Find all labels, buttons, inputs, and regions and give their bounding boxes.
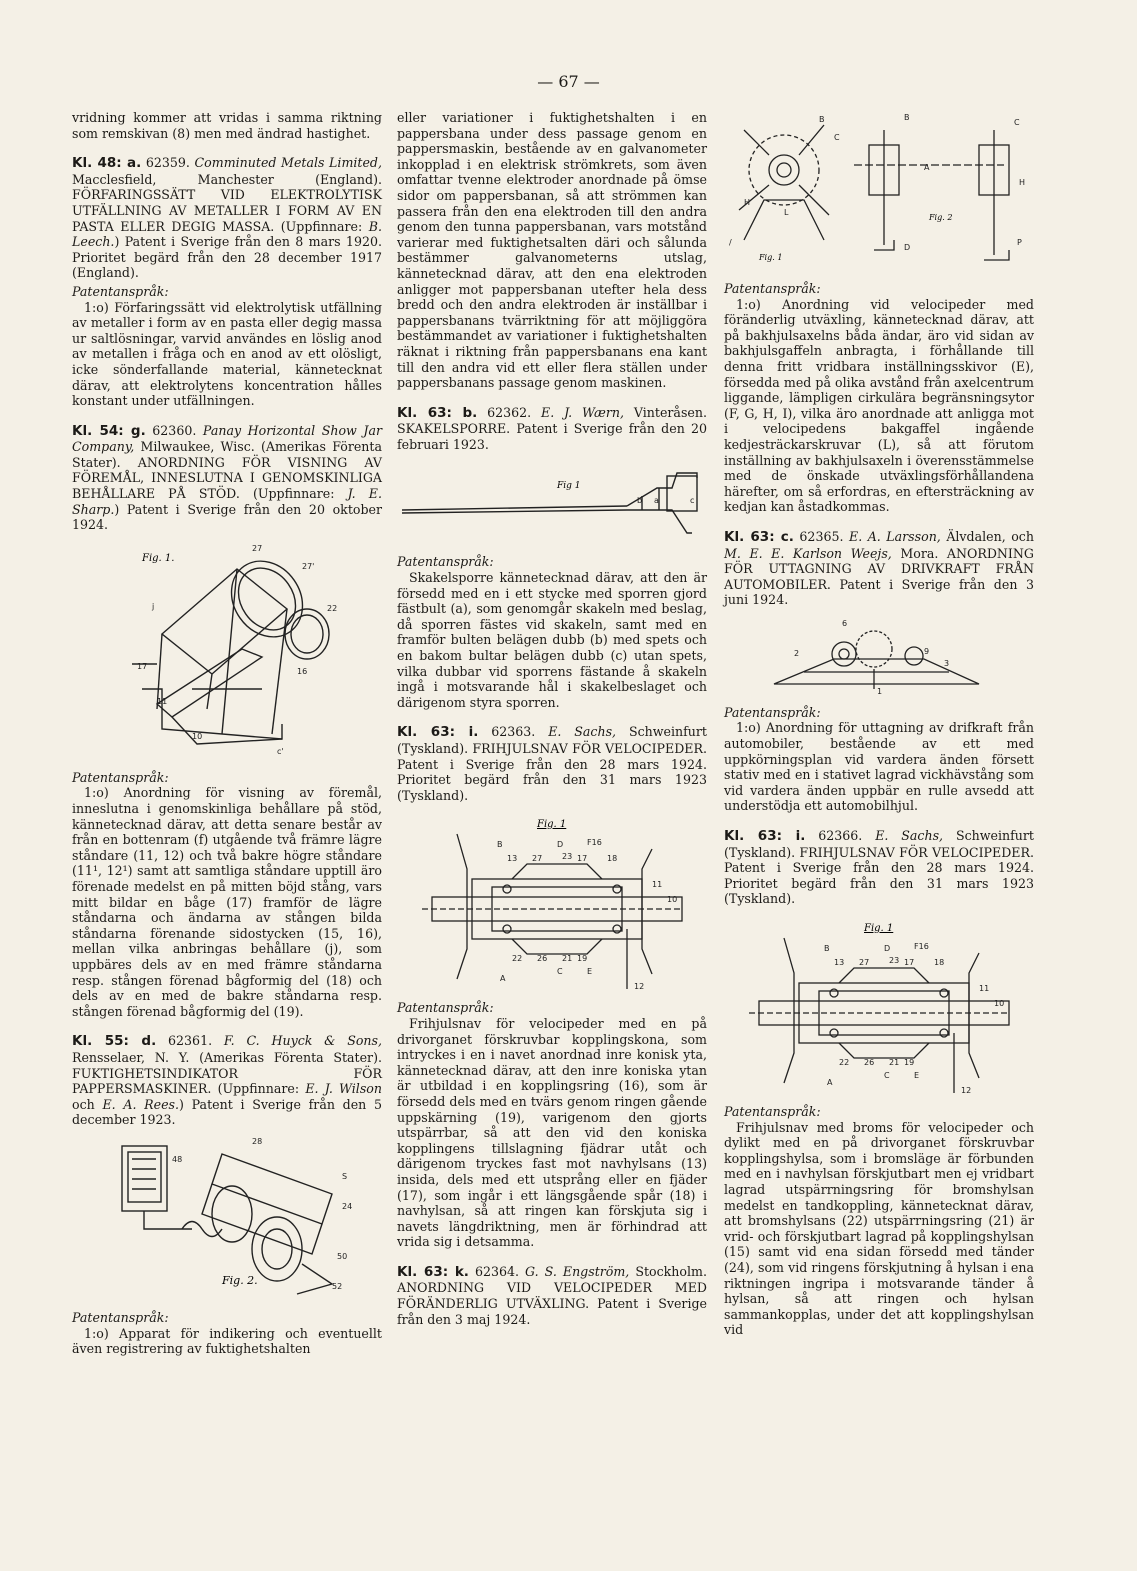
figure-label: Fig. 2.	[222, 1273, 258, 1287]
entry-tail: ) Patent i Sverige från den 20 oktober 1924.	[72, 501, 382, 533]
inventor: B. Leech.	[72, 218, 382, 250]
entry-tail: ) Patent i Sverige från den 8 mars 1920. Prioritet begärd från den 28 december 1917 (England).	[72, 234, 382, 281]
class-label: Kl. 63: c.	[724, 528, 794, 545]
patent-number: 62360.	[152, 422, 197, 438]
svg-text:B: B	[497, 840, 503, 850]
entry-text: Vinteråsen. SKAKELSPORRE. Patent i Sverige från den 20 februari 1923.	[397, 404, 707, 452]
svg-text:b: b	[637, 496, 643, 506]
class-label: Kl. 63: b.	[397, 404, 478, 421]
applicant: F. C. Huyck & Sons,	[223, 1033, 382, 1049]
claims-heading: Patentanspråk:	[397, 554, 494, 570]
svg-text:18: 18	[934, 958, 945, 967]
patent-number: 62363.	[491, 724, 536, 740]
svg-text:28: 28	[252, 1136, 263, 1146]
patent-entry-62363	[397, 724, 707, 803]
svg-text:22: 22	[839, 1058, 850, 1067]
claim-text: 1:o) Anordning för uttagning av drifkraft från automobiler, bestående av ett med uppkörningsplan vid vardera änden försett stativ med en i stativet lagrad vickhävstång som vid vardera änden uppbär en rulle avsedd att understödja ett automobilhjul.	[724, 720, 1034, 814]
patent-entry-62362	[397, 405, 707, 453]
svg-text:1: 1	[877, 686, 883, 696]
class-label: Kl. 54: g.	[72, 422, 146, 439]
svg-text:12: 12	[634, 982, 645, 992]
freewheel-hub-figure	[412, 809, 692, 994]
claim-text: Frihjulsnav för velocipeder med en på drivorganet förskruvbar kopplingskona, som intryckes i en i navet anordnad inre konisk yta, kännetecknad därav, att den inre koniska ytan är utbildad i en kopplingsring (16), som är försedd dels med en tvärs genom ringen gående uppskärning (19), varigenom den gjorts utspärrbar, så att den vid den koniska kopplingens tillslagning fjädrar utåt och därigenom tryckes fast mot navhylsans (13) insida, dels med ett utsprång eller en fjäder (17), som ingår i ett längsgående spår (18) i navhylsan, så att ringen kan förskjuta sig i navets längdriktning, men är förhindrad att vrida sig i detsamma.	[397, 1015, 707, 1250]
svg-text:27': 27'	[302, 561, 315, 571]
svg-text:19: 19	[904, 1058, 915, 1067]
svg-text:9: 9	[924, 646, 930, 656]
svg-text:D: D	[557, 840, 564, 850]
claim-text: 1:o) Anordning vid velocipeder med föränderlig utväxling, kännetecknad därav, att på bakhjulsaxelns båda ändar, äro vid sidan av bakhjulsgaffeln anbragta, i förhållande till denna fritt vridbara inställningsskivor (E), försedda med på olika avstånd från axelcentrum liggande, lämpligen cirkulära begränsningsytor (F, G, H, I), vilka äro anordnade att anligga mot i velocipedens bakgaffel ingående kedjesträckarskruvar (L), så att förutom inställning av bakhjulsaxeln i överensstämmelse med de önskade utväxlingsförhållandena härefter, om så erfordras, en eftersträckning av kedjan kan åstadkommas.	[724, 296, 1034, 515]
entry-text: Schweinfurt (Tyskland). FRIHJULSNAV FÖR VELOCIPEDER. Patent i Sverige från den 28 mars 1924. Prioritet begärd från den 31 mars 1923 (Tyskland).	[397, 724, 707, 803]
figure-label: Fig. 1	[864, 923, 894, 934]
patent-number: 62366.	[818, 828, 863, 844]
svg-text:E: E	[914, 1071, 920, 1080]
svg-text:H: H	[1019, 178, 1026, 187]
svg-text:12: 12	[961, 1086, 972, 1095]
figure-label: Fig. 1	[537, 819, 567, 831]
claims-heading: Patentanspråk:	[724, 281, 821, 296]
svg-text:11: 11	[652, 880, 663, 890]
inventor: E. J. Wilson	[305, 1081, 382, 1097]
entry-text: Macclesfield, Manchester (England). FÖRFARINGSSÄTT VID ELEKTROLYTISK UTFÄLLNING AV METALLER I FORM AV EN PASTA ELLER DEGIG MASSA. (Uppfinnare:	[72, 171, 382, 234]
inventor: E. A. Rees.	[102, 1096, 180, 1112]
svg-text:23: 23	[889, 956, 900, 965]
svg-text:26: 26	[537, 954, 548, 964]
svg-text:50: 50	[337, 1251, 348, 1261]
svg-text:B: B	[824, 944, 830, 953]
spur-figure	[397, 458, 707, 548]
svg-text:18: 18	[607, 854, 618, 864]
continued-text: eller variationer i fuktighetshalten i en pappersbana under dess passage genom en pappersmaskin, bestående av en galvanometer inkopplad i en elektrisk strömkrets, som även omfattar tvenne elektroder anordnade på ömse sidor om pappersbanan, så att strömmen kan passera från den ena elektroden till den andra genom den tunna pappersbanan, vars motstånd varierar med fuktighetsalten däri och sålunda bestämmer galvanometerns utslag, kännetecknad därav, att den ena elektroden anligger mot pappersbanan utefter hela dess bredd och den andra elektroden är inställbar i pappersbanans tvärriktning för att möjliggöra bestämmandet av variationer i fuktighetshalten räknat i riktning från pappersbanans ena kant till den andra vid ett eller flera ställen under pappersbanans passage genom maskinen.	[397, 110, 707, 391]
svg-text:22: 22	[327, 603, 338, 613]
applicant: E. A. Larsson,	[849, 528, 941, 544]
svg-text:A: A	[924, 163, 930, 172]
svg-text:E: E	[587, 967, 593, 977]
claim-text: 1:o) Anordning för visning av föremål, inneslutna i genomskinliga behållare på stöd, kännetecknad därav, att detta senare består av från en bottenram (f) utgående två främre lägre ståndare (11, 12) och två bakre högre ståndare (11¹, 12¹) samt att samtliga ståndare upptill äro förenade medelst en på mitten böjd stång, vars mitt bildar en båge (17) framför de lägre ståndarna och ändarna av stången bilda ståndarna förenande sidostycken (15, 16), mellan vilka anbringas behållare (j), som uppbäres dels av en med främre ståndarna resp. stången förenad bågformig del (18) och dels av en med de bakre ståndarna resp. stången förenad bågformig del (19).	[72, 785, 382, 1019]
applicant: G. S. Engström,	[525, 1263, 630, 1279]
applicant: E. Sachs,	[548, 724, 617, 740]
svg-text:C: C	[834, 133, 840, 142]
class-label: Kl. 63: i.	[724, 828, 806, 845]
claim-text: 1:o) Apparat för indikering och eventuellt även registrering av fuktighetshalten	[72, 1325, 382, 1357]
svg-text:H: H	[744, 198, 751, 207]
entry-tail: ) Patent i Sverige från den 5 december 1923.	[72, 1096, 382, 1128]
patent-number: 62362.	[487, 404, 532, 420]
entry-text: Schweinfurt (Tyskland). FRIHJULSNAV FÖR VELOCIPEDER. Patent i Sverige från den 28 mars 1924. Prioritet begärd från den 31 mars 1923 (Tyskland).	[724, 828, 1034, 907]
svg-text:10: 10	[667, 895, 678, 905]
claims-heading: Patentanspråk:	[72, 1309, 169, 1325]
svg-text:C: C	[884, 1071, 890, 1080]
gear-adjustment-figures	[724, 110, 1034, 275]
svg-text:C: C	[1014, 118, 1020, 127]
figure-label: Fig. 2	[929, 213, 953, 222]
svg-text:21: 21	[562, 954, 573, 964]
svg-text:c: c	[690, 496, 695, 506]
svg-text:F16: F16	[914, 942, 929, 951]
column-1	[72, 110, 382, 1357]
applicant: Comminuted Metals Limited,	[194, 155, 382, 171]
claims-heading: Patentanspråk:	[724, 1104, 821, 1119]
svg-text:C: C	[557, 967, 563, 977]
patent-entry-62365	[724, 529, 1034, 608]
svg-text:19: 19	[577, 954, 588, 964]
svg-text:a: a	[654, 496, 659, 506]
svg-text:3: 3	[944, 658, 950, 668]
inventor: J. E. Sharp.	[72, 486, 382, 517]
class-label: Kl. 63: k.	[397, 1263, 469, 1280]
entry-text: Rensselaer, N. Y. (Amerikas Förenta Stater). FUKTIGHETSINDIKATOR FÖR PAPPERSMASKINER. (Uppfinnare:	[72, 1049, 382, 1097]
svg-text:D: D	[904, 243, 911, 252]
patent-number: 62364.	[474, 1263, 520, 1279]
svg-text:52: 52	[332, 1281, 343, 1291]
entry-text: Stockholm. ANORDNING VID VELOCIPEDER MED FÖRÄNDERLIG UTVÄXLING. Patent i Sverige från den 3 maj 1924.	[397, 1263, 707, 1327]
svg-text:27: 27	[532, 854, 543, 864]
patent-entry-62359	[72, 155, 382, 281]
svg-text:27: 27	[859, 958, 870, 967]
svg-text:17: 17	[577, 854, 588, 864]
svg-text:B: B	[819, 115, 825, 124]
svg-text:17: 17	[904, 958, 915, 967]
svg-text:13: 13	[834, 958, 845, 967]
patent-number: 62361.	[168, 1033, 213, 1049]
svg-text:/: /	[729, 238, 732, 247]
claims-heading: Patentanspråk:	[72, 769, 169, 785]
display-stand-figure	[102, 539, 352, 764]
patent-entry-62360	[72, 423, 382, 533]
svg-text:B: B	[904, 113, 910, 122]
svg-text:17: 17	[137, 661, 148, 671]
svg-text:11: 11	[979, 984, 990, 993]
svg-text:13: 13	[507, 854, 518, 864]
applicant: E. Sachs,	[875, 828, 944, 844]
claims-heading: Patentanspråk:	[72, 283, 169, 299]
svg-text:26: 26	[864, 1058, 875, 1067]
svg-text:16: 16	[297, 666, 308, 676]
patent-entry-62366	[724, 828, 1034, 907]
svg-text:11: 11	[157, 696, 168, 706]
entry-text: Mora. ANORDNING FÖR UTTAGNING AV DRIVKRAFT FRÅN AUTOMOBILER. Patent i Sverige från den 3 juni 1924.	[724, 545, 1034, 608]
svg-text:48: 48	[172, 1154, 183, 1164]
patent-entry-62361	[72, 1033, 382, 1128]
humidity-indicator-figure	[92, 1134, 362, 1304]
class-label: Kl. 55: d.	[72, 1033, 157, 1050]
page-number: — 67 —	[537, 72, 600, 91]
svg-text:10: 10	[994, 999, 1005, 1008]
patent-number: 62365.	[799, 528, 844, 544]
entry-text: och	[72, 1096, 95, 1112]
svg-text:10: 10	[192, 731, 203, 741]
patent-number: 62359.	[145, 155, 190, 171]
svg-text:2: 2	[794, 648, 800, 658]
figure-label: Fig 1	[557, 481, 581, 492]
svg-text:P: P	[1017, 238, 1022, 247]
entry-text: Milwaukee, Wisc. (Amerikas Förenta Stater). ANORDNING FÖR VISNING AV FÖREMÅL, INNESLUTNA I GENOMSKINLIGA BEHÅLLARE PÅ STÖD. (Uppfinnare:	[72, 439, 382, 502]
svg-text:6: 6	[842, 618, 848, 628]
figure-label: Fig. 1.	[142, 552, 175, 564]
entry-text: Älvdalen, och	[946, 528, 1034, 544]
class-label: Kl. 63: i.	[397, 724, 479, 741]
svg-text:A: A	[827, 1078, 833, 1087]
applicant: Panay Horizontal Show Jar Company,	[72, 422, 382, 455]
svg-text:24: 24	[342, 1201, 353, 1211]
claim-text: 1:o) Förfaringssätt vid elektrolytisk utfällning av metaller i form av en pasta eller degig massa ur saltlösningar, varvid användes en löslig anod av metallen i fråga och en anod av ett olösligt, icke sönderfallande material, kännetecknat därav, att elektrolytens koncentration hålles konstant under utfällningen.	[72, 299, 382, 409]
applicant: E. J. Wærn,	[541, 404, 625, 420]
class-label: Kl. 48: a.	[72, 155, 142, 172]
column-2	[397, 110, 707, 1327]
applicant: M. E. E. Karlson Weejs,	[724, 545, 892, 561]
power-takeoff-figure	[764, 614, 994, 699]
svg-text:27: 27	[252, 543, 263, 553]
column-3	[724, 110, 1034, 1338]
svg-text:F16: F16	[587, 838, 602, 848]
svg-text:S: S	[342, 1171, 348, 1181]
svg-text:c': c'	[277, 746, 284, 756]
svg-text:L: L	[784, 208, 789, 217]
svg-text:21: 21	[889, 1058, 900, 1067]
svg-text:22: 22	[512, 954, 523, 964]
freewheel-hub-figure-2	[739, 913, 1019, 1098]
claim-text: Frihjulsnav med broms för velocipeder och dylikt med en på drivorganet förskruvbar kopplingshylsa, som i bromsläge är förbunden med en i navhylsan förskjutbart men ej vridbart lagrad utspärrningsring för bromshylsan medelst en tandkoppling, kännetecknat därav, att bromshylsans (22) utspärrningsring (21) är vrid- och förskjutbart lagrad på kopplingshylsan (15) samt vid ena sidan försedd med tänder (24), som vid ringens förskjutning å hylsan i ena riktningen ingripa i motsvarande tänder å hylsan, så att ringen och hylsan sammankopplas, under det att kopplingshylsan vid	[724, 1119, 1034, 1338]
continued-text: vridning kommer att vridas i samma riktning som remskivan (8) men med ändrad hastighet.	[72, 110, 382, 141]
svg-text:23: 23	[562, 852, 573, 862]
figure-label: Fig. 1	[759, 253, 783, 262]
claims-heading: Patentanspråk:	[397, 1000, 494, 1016]
svg-text:j: j	[152, 601, 155, 611]
svg-text:D: D	[884, 944, 891, 953]
claim-text: Skakelsporre kännetecknad därav, att den är försedd med en i ett stycke med sporren gjord fästbult (a), som genomgår skakeln med beslag, då sporren fästes vid skakeln, samt med en framför bulten belägen dubb (b) med spets och en bakom bultar belägen dubb (c) utan spets, vilka dubbar vid sporrens fästande å skakeln ingå i motsvarande hål i skakelbeslaget och därigenom styra sporren.	[397, 570, 707, 710]
svg-text:A: A	[500, 974, 506, 984]
claims-heading: Patentanspråk:	[724, 704, 821, 720]
patent-entry-62364	[397, 1264, 707, 1327]
